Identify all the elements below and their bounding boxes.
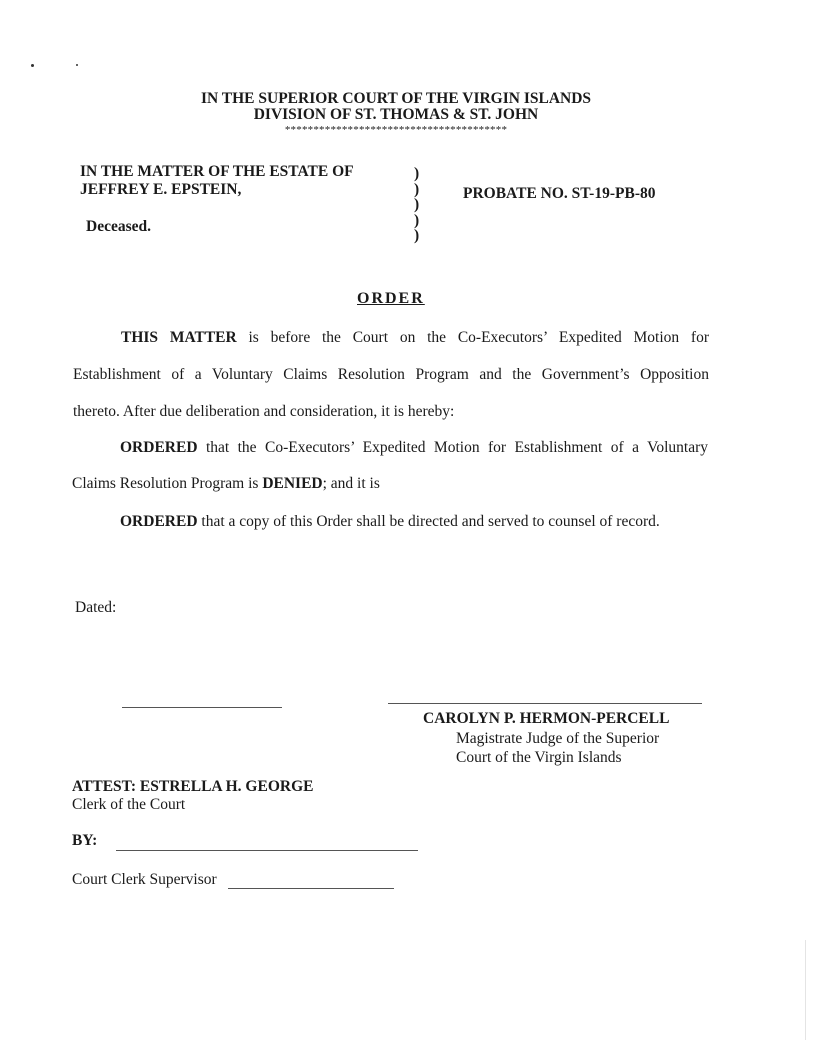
matter-line-1: IN THE MATTER OF THE ESTATE OF bbox=[80, 163, 354, 180]
paren: ) bbox=[414, 211, 420, 229]
attest-block bbox=[72, 778, 313, 814]
deceased-label: Deceased. bbox=[86, 218, 151, 235]
header-separator: *************************************** bbox=[284, 124, 508, 136]
ordered-label: ORDERED bbox=[120, 439, 198, 456]
paragraph-text: that a copy of this Order shall be directed and served to counsel of record. bbox=[197, 513, 660, 530]
paren: ) bbox=[414, 196, 420, 213]
clerk-title: Clerk of the Court bbox=[72, 796, 186, 813]
court-division: DIVISION OF ST. THOMAS & ST. JOHN bbox=[253, 106, 539, 123]
judge-signature-line bbox=[388, 703, 702, 704]
dated-label: Dated: bbox=[75, 599, 117, 616]
paragraph-text: that the Co-Executors’ Expedited Motion for Establishment of a Voluntary bbox=[197, 439, 708, 456]
court-header bbox=[0, 91, 792, 123]
by-signature-line bbox=[116, 850, 418, 851]
probate-number: PROBATE NO. ST-19-PB-80 bbox=[463, 185, 656, 202]
judge-title-line-1: Magistrate Judge of the Superior bbox=[456, 730, 660, 747]
order-paragraph-2-line-2 bbox=[72, 475, 708, 493]
denied-label: DENIED bbox=[262, 475, 323, 492]
judge-title-line-2: Court of the Virgin Islands bbox=[456, 749, 622, 766]
matter-line-2: JEFFREY E. EPSTEIN, bbox=[80, 181, 242, 198]
clerk-supervisor-line bbox=[228, 888, 394, 889]
by-label: BY: bbox=[72, 832, 98, 849]
judge-name: CAROLYN P. HERMON-PERCELL bbox=[423, 710, 670, 727]
scan-mark bbox=[76, 64, 78, 66]
order-paragraph-1-line-3: thereto. After due deliberation and consideration, it is hereby: bbox=[73, 403, 455, 420]
paragraph-text: ; and it is bbox=[322, 475, 380, 492]
date-signature-line bbox=[122, 707, 282, 708]
paren: ) bbox=[414, 165, 420, 182]
clerk-supervisor-label: Court Clerk Supervisor bbox=[72, 871, 217, 888]
judge-title bbox=[456, 729, 659, 767]
order-paragraph-2-line-1 bbox=[72, 439, 708, 457]
paragraph-text: is before the Court on the Co-Executors’ Expedited Motion for bbox=[236, 329, 709, 346]
court-name: IN THE SUPERIOR COURT OF THE VIRGIN ISLANDS bbox=[200, 90, 592, 107]
ordered-label: ORDERED bbox=[120, 513, 198, 530]
paragraph-text: Claims Resolution Program is bbox=[72, 475, 263, 492]
scan-mark bbox=[31, 64, 34, 67]
page-edge-shadow bbox=[805, 940, 806, 1040]
case-caption bbox=[80, 163, 354, 199]
this-matter-label: THIS MATTER bbox=[121, 329, 237, 346]
order-paragraph-1-line-1 bbox=[73, 329, 709, 347]
order-paragraph-3 bbox=[120, 513, 720, 531]
paren: ) bbox=[414, 180, 420, 198]
attest-name: ATTEST: ESTRELLA H. GEORGE bbox=[72, 778, 314, 795]
order-title: ORDER bbox=[357, 290, 425, 307]
order-paragraph-1-line-2: Establishment of a Voluntary Claims Resolution Program and the Government’s Opposition bbox=[73, 366, 709, 383]
paren: ) bbox=[414, 227, 420, 244]
caption-parentheses bbox=[414, 166, 419, 244]
